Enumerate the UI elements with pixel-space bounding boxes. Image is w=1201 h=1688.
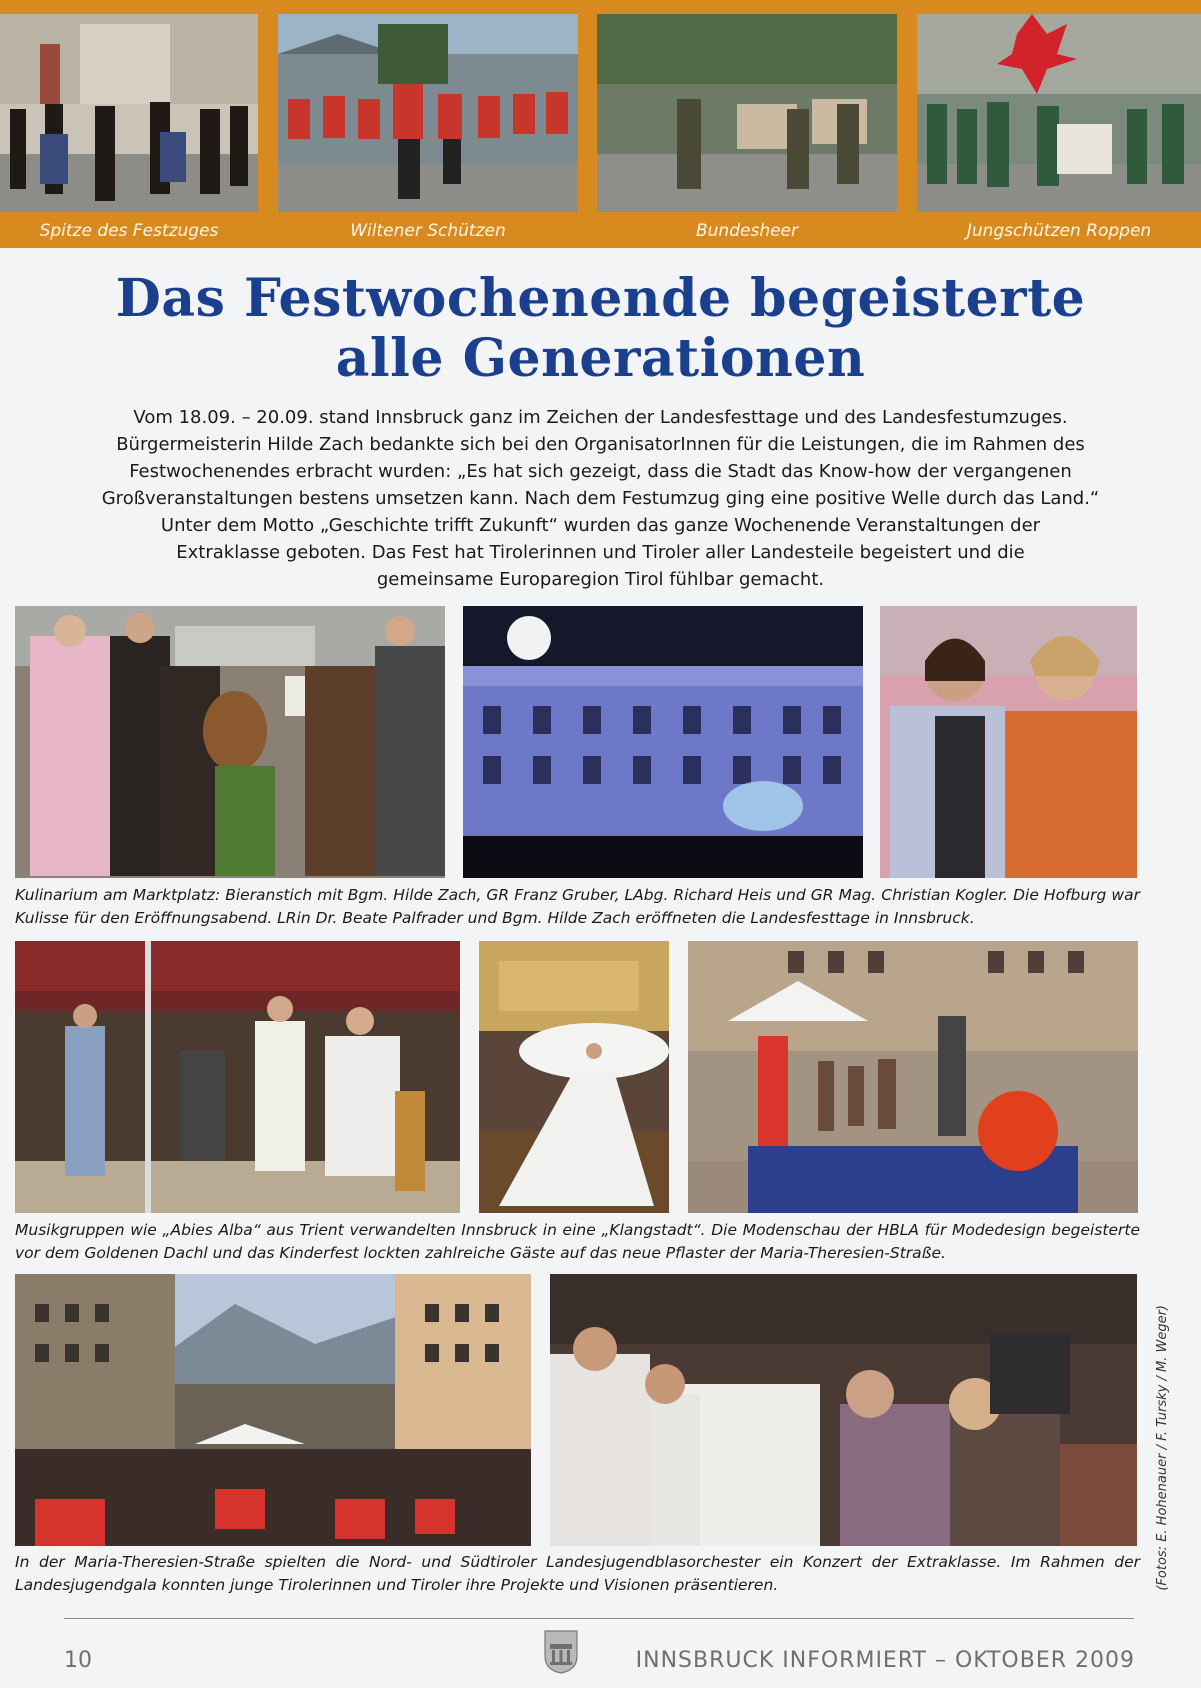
photo-spitze-des-festzuges: [0, 14, 258, 212]
photo-palfrader-zach: [880, 606, 1137, 878]
photo-abies-alba: [15, 941, 460, 1213]
headline-line-2: alle Generationen: [335, 328, 866, 389]
lead-line: Extraklasse geboten. Das Fest hat Tirolerinnen und Tiroler aller Landesteile begeistert und die: [176, 542, 1025, 563]
photo-credit: (Fotos: E. Hohenauer / F. Tursky / M. Weger): [1155, 1305, 1170, 1591]
lead-line: Großveranstaltungen bestens umsetzen kann. Nach dem Festumzug ging eine positive Welle durch das Land.“: [101, 488, 1100, 509]
footer-rule: [64, 1618, 1134, 1619]
lead-paragraph: [60, 404, 1141, 593]
photo-landesjugendblasorchester: [15, 1274, 531, 1546]
innsbruck-crest-icon: [544, 1630, 578, 1674]
photo-modenschau: [479, 941, 669, 1213]
strip-caption-2: Wiltener Schützen: [350, 221, 506, 241]
strip-caption-3: Bundesheer: [696, 221, 798, 241]
caption-row-2: Musikgruppen wie „Abies Alba“ aus Trient verwandelten Innsbruck in eine „Klangstadt“. Die Modenschau der HBLA für Modedesign begeisterte vor dem Goldenen Dachl und das Kinderfest lockten zahlreiche Gäste auf das neue Pflaster der Maria-Theresien-Straße.: [15, 1221, 1140, 1262]
lead-line: Bürgermeisterin Hilde Zach bedankte sich bei den OrganisatorInnen für die Leistungen, die im Rahmen des: [116, 434, 1085, 455]
caption-row-3: In der Maria-Theresien-Straße spielten die Nord- und Südtiroler Landesjugendblasorchester ein Konzert der Extraklasse. Im Rahmen der Landesjugendgala konnten junge Tirolerinnen und Tiroler ihre Projekte und Visionen präsentieren.: [15, 1553, 1140, 1594]
photo-bieranstich: [15, 606, 445, 878]
lead-line: Unter dem Motto „Geschichte trifft Zukunft“ wurden das ganze Wochenende Veranstaltungen der: [160, 515, 1041, 536]
photo-hofburg: [463, 606, 863, 878]
photo-bundesheer: [597, 14, 897, 212]
page-number: 10: [64, 1648, 92, 1673]
magazine-title: INNSBRUCK INFORMIERT – OKTOBER 2009: [635, 1648, 1135, 1673]
top-photo-strip: [0, 0, 1201, 248]
lead-line: gemeinsame Europaregion Tirol fühlbar gemacht.: [376, 569, 825, 590]
photo-kinderfest: [688, 941, 1138, 1213]
strip-caption-1: Spitze des Festzuges: [39, 221, 219, 241]
lead-line: Vom 18.09. – 20.09. stand Innsbruck ganz im Zeichen der Landesfesttage und des Landesfestumzuges.: [133, 407, 1068, 428]
strip-caption-4: Jungschützen Roppen: [966, 221, 1152, 241]
photo-landesjugendgala: [550, 1274, 1137, 1546]
photo-jungschuetzen-roppen: [917, 14, 1201, 212]
headline-line-1: Das Festwochenende begeisterte: [115, 268, 1086, 329]
photo-wiltener-schuetzen: [278, 14, 578, 212]
lead-line: Festwochenendes erbracht wurden: „Es hat sich gezeigt, dass die Stadt das Know-how der vergangenen: [129, 461, 1072, 482]
caption-row-1: Kulinarium am Marktplatz: Bieranstich mit Bgm. Hilde Zach, GR Franz Gruber, LAbg. Richard Heis und GR Mag. Christian Kogler. Die Hofburg war Kulisse für den Eröffnungsabend. LRin Dr. Beate Palfrader und Bgm. Hilde Zach eröffneten die Landesfesttage in Innsbruck.: [15, 886, 1140, 927]
